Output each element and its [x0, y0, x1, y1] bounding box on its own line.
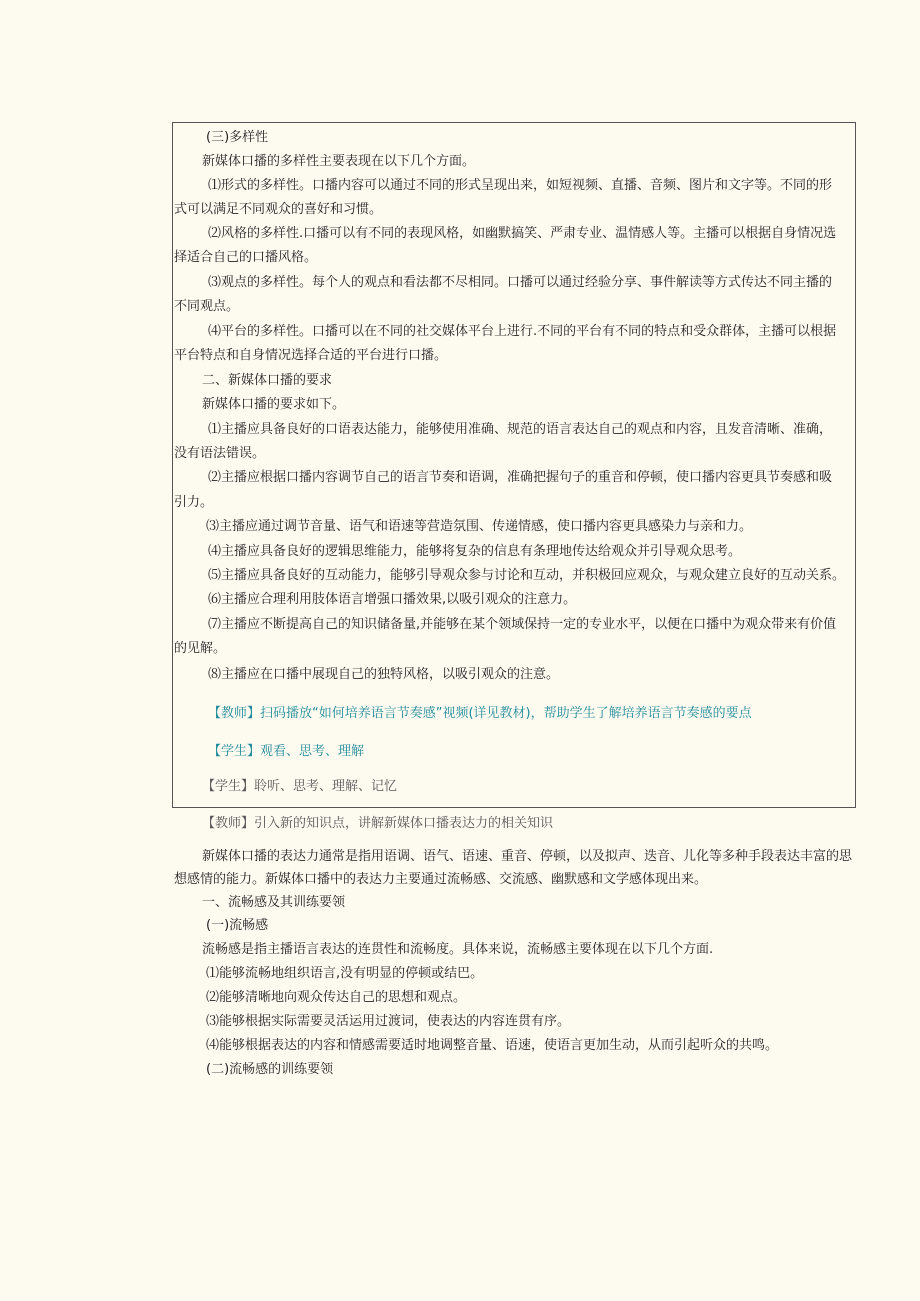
list-item: ⑹主播应合理利用肢体语言增强口播效果,以吸引观众的注意力。 [208, 592, 577, 607]
list-item: ⑷主播应具备良好的逻辑思维能力，能够将复杂的信息有条理地传达给观众并引导观众思考。 [208, 544, 742, 559]
list-item: ⑷能够根据表达的内容和情感需要适时地调整音量、语速，使语言更加生动，从而引起听众的共鸣。 [206, 1038, 779, 1053]
list-item: ⑷平台的多样性。口播可以在不同的社交媒体平台上进行.不同的平台有不同的特点和受众群体，主播可以根据 [208, 324, 837, 339]
document-frame [172, 122, 856, 808]
section-heading: (三)多样性 [206, 130, 269, 145]
section-heading: 一、流畅感及其训练要领 [202, 895, 346, 910]
paragraph: 新媒体口播的要求如下。 [202, 397, 346, 412]
list-item: ⑵风格的多样性.口播可以有不同的表现风格，如幽默搞笑、严肃专业、温情感人等。主播可以根据自身情况选 [208, 226, 837, 241]
list-item-continuation: 不同观点。 [174, 299, 240, 314]
list-item: ⑶观点的多样性。每个人的观点和看法都不尽相同。口播可以通过经验分享、事件解读等方式传达不同主播的 [208, 275, 833, 290]
teacher-note: 【教师】引入新的知识点，讲解新媒体口播表达力的相关知识 [202, 816, 554, 831]
list-item-continuation: 的见解。 [174, 641, 227, 656]
list-item: ⑴能够流畅地组织语言,没有明显的停顿或结巴。 [206, 966, 484, 981]
list-item: ⑴主播应具备良好的口语表达能力，能够使用准确、规范的语言表达自己的观点和内容，且发音清晰、准确， [208, 422, 833, 437]
subsection-heading: (一)流畅感 [206, 918, 269, 933]
list-item: ⑴形式的多样性。口播内容可以通过不同的形式呈现出来，如短视频、直播、音频、图片和文字等。不同的形 [208, 178, 833, 193]
section-heading: 二、新媒体口播的要求 [202, 373, 333, 388]
paragraph: 流畅感是指主播语言表达的连贯性和流畅度。具体来说，流畅感主要体现在以下几个方面. [202, 942, 714, 957]
paragraph-continuation: 想感情的能力。新媒体口播中的表达力主要通过流畅感、交流感、幽默感和文学感体现出来。 [174, 872, 708, 887]
list-item: ⑶主播应通过调节音量、语气和语速等营造氛围、传递情感，使口播内容更具感染力与亲和力。 [206, 519, 753, 534]
list-item: ⑵主播应根据口播内容调节自己的语言节奏和语调，准确把握句子的重音和停顿，使口播内容更具节奏感和吸 [208, 470, 833, 485]
list-item-continuation: 择适合自己的口播风格。 [174, 250, 318, 265]
paragraph: 新媒体口播的多样性主要表现在以下几个方面。 [202, 154, 476, 169]
list-item-continuation: 平台特点和自身情况选择合适的平台进行口播。 [174, 348, 448, 363]
list-item: ⑻主播应在口播中展现自己的独特风格，以吸引观众的注意。 [208, 667, 560, 682]
paragraph: 新媒体口播的表达力通常是指用语调、语气、语速、重音、停顿，以及拟声、迭音、儿化等多种手段表达丰富的思 [202, 849, 853, 864]
subsection-heading: (二)流畅感的训练要领 [206, 1062, 334, 1077]
student-note: 【学生】观看、思考、理解 [208, 744, 365, 759]
teacher-note: 【教师】扫码播放“如何培养语言节奏感”视频(详见教材)，帮助学生了解培养语言节奏感的要点 [208, 706, 752, 721]
list-item: ⑵能够清晰地向观众传达自己的思想和观点。 [206, 990, 467, 1005]
list-item-continuation: 式可以满足不同观众的喜好和习惯。 [174, 202, 383, 217]
list-item: ⑺主播应不断提高自己的知识储备量,并能够在某个领域保持一定的专业水平，以便在口播中为观众带来有价值 [208, 617, 837, 632]
list-item-continuation: 引力。 [174, 495, 214, 510]
student-note: 【学生】聆听、思考、理解、记忆 [202, 779, 398, 794]
list-item: ⑸主播应具备良好的互动能力，能够引导观众参与讨论和互动，并积极回应观众，与观众建立良好的互动关系。 [208, 568, 846, 583]
list-item-continuation: 没有语法错误。 [174, 446, 266, 461]
list-item: ⑶能够根据实际需要灵活运用过渡词，使表达的内容连贯有序。 [206, 1014, 571, 1029]
